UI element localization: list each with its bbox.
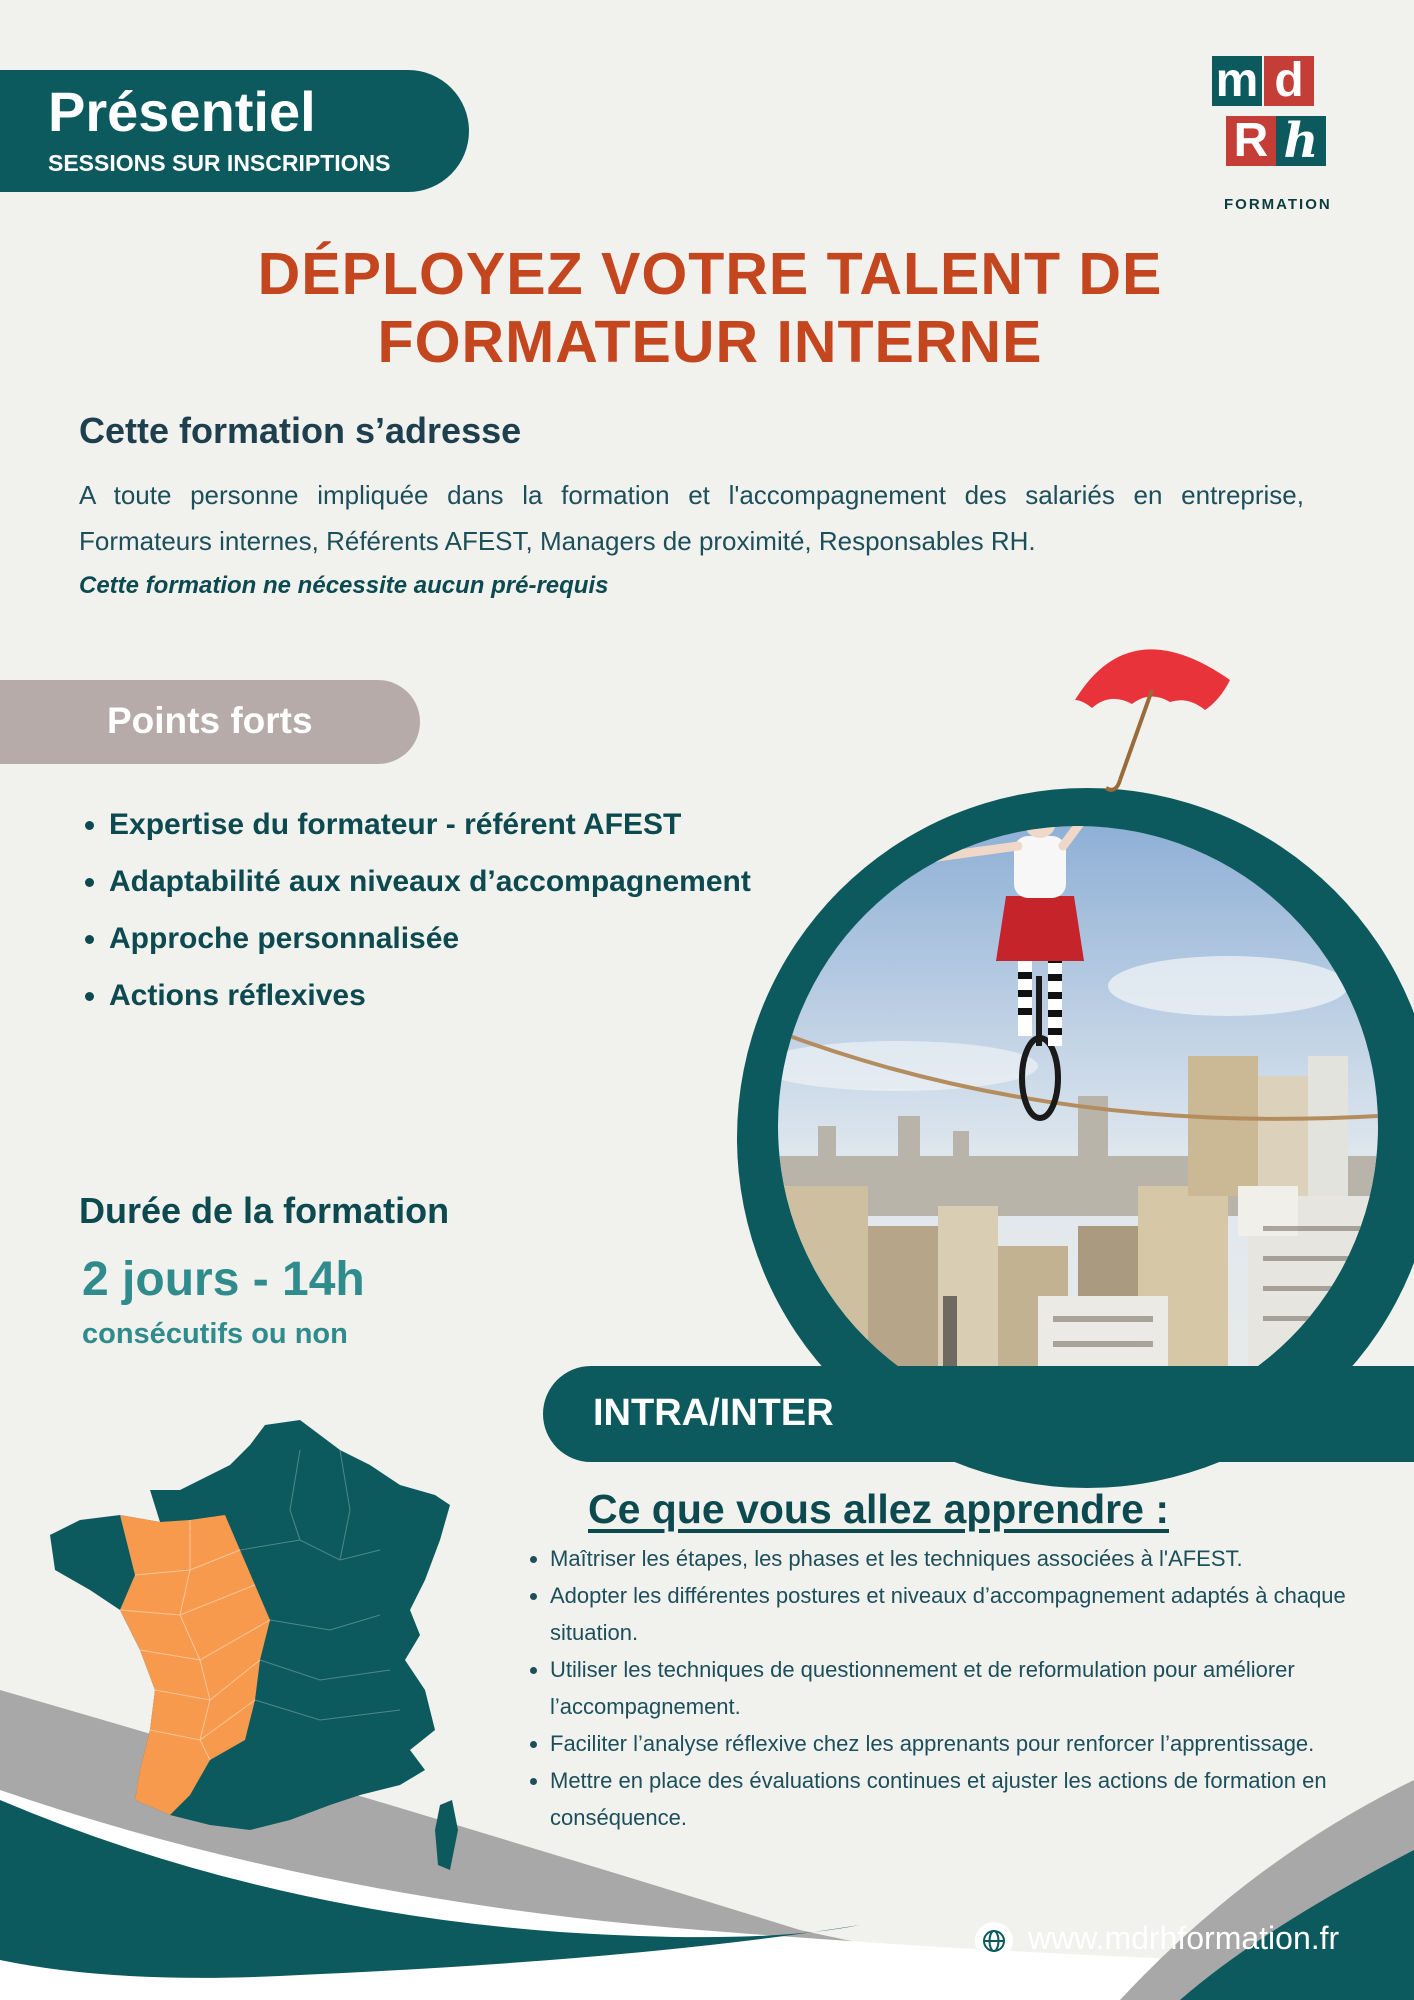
list-item: • Expertise du formateur - référent AFEST: [109, 800, 751, 857]
list-item: • Mettre en place des évaluations continues et ajuster les actions de formation en conséquence.: [550, 1762, 1414, 1836]
list-item: • Faciliter l’analyse réflexive chez les apprenants pour renforcer l’apprentissage.: [550, 1725, 1414, 1762]
logo-letter-r: R: [1226, 116, 1276, 166]
points-forts-badge: [0, 680, 420, 764]
duration-value: 2 jours - 14h: [82, 1253, 365, 1306]
logo-letter-h: h: [1276, 116, 1326, 166]
tightrope-illustration: [778, 826, 1378, 1426]
list-item: • Utiliser les techniques de questionnement et de reformulation pour améliorer l’accompagnement.: [550, 1651, 1414, 1725]
duration-sub: consécutifs ou non: [82, 1318, 348, 1350]
badge-title: Présentiel: [48, 80, 316, 143]
title-line-2: FORMATEUR INTERNE: [377, 309, 1043, 375]
logo-letter-d: d: [1264, 56, 1314, 106]
intra-inter-label: INTRA/INTER: [593, 1392, 834, 1434]
learn-list: [518, 1540, 1414, 1836]
points-forts-label: Points forts: [107, 700, 313, 741]
city-illustration: [778, 826, 1378, 1426]
list-item: • Adaptabilité aux niveaux d’accompagnement: [109, 857, 751, 914]
target-heading: Cette formation s’adresse: [79, 410, 522, 451]
list-item: • Adopter les différentes postures et niveaux d’accompagnement adaptés à chaque situation.: [550, 1577, 1414, 1651]
presentiel-badge: [0, 70, 469, 192]
prerequisite-text: Cette formation ne nécessite aucun pré-requis: [79, 572, 609, 599]
logo-label: FORMATION: [1224, 196, 1332, 213]
website-link[interactable]: www.mdrhformation.fr: [1028, 1920, 1340, 1956]
learn-heading: Ce que vous allez apprendre :: [588, 1486, 1169, 1532]
list-item: • Actions réflexives: [109, 971, 751, 1028]
france-map: [40, 1410, 470, 1890]
points-forts-list: [79, 800, 751, 1028]
list-item: • Maîtriser les étapes, les phases et les techniques associées à l'AFEST.: [550, 1540, 1414, 1577]
target-text: A toute personne impliquée dans la formation et l'accompagnement des salariés en entreprise, Formateurs internes, Référents AFEST, Managers de proximité, Responsables RH.: [79, 480, 1304, 556]
list-item: • Approche personnalisée: [109, 914, 751, 971]
intra-inter-badge: [543, 1366, 1414, 1462]
badge-subtitle: SESSIONS SUR INSCRIPTIONS: [48, 150, 391, 176]
page-title: [190, 240, 1230, 376]
title-line-1: DÉPLOYEZ VOTRE TALENT DE: [257, 241, 1163, 307]
duration-heading: Durée de la formation: [79, 1190, 450, 1231]
logo-letter-m: m: [1212, 56, 1262, 106]
globe-icon: [975, 1922, 1013, 1960]
umbrella-icon: [1070, 630, 1240, 800]
mdrh-logo: [1212, 56, 1344, 216]
